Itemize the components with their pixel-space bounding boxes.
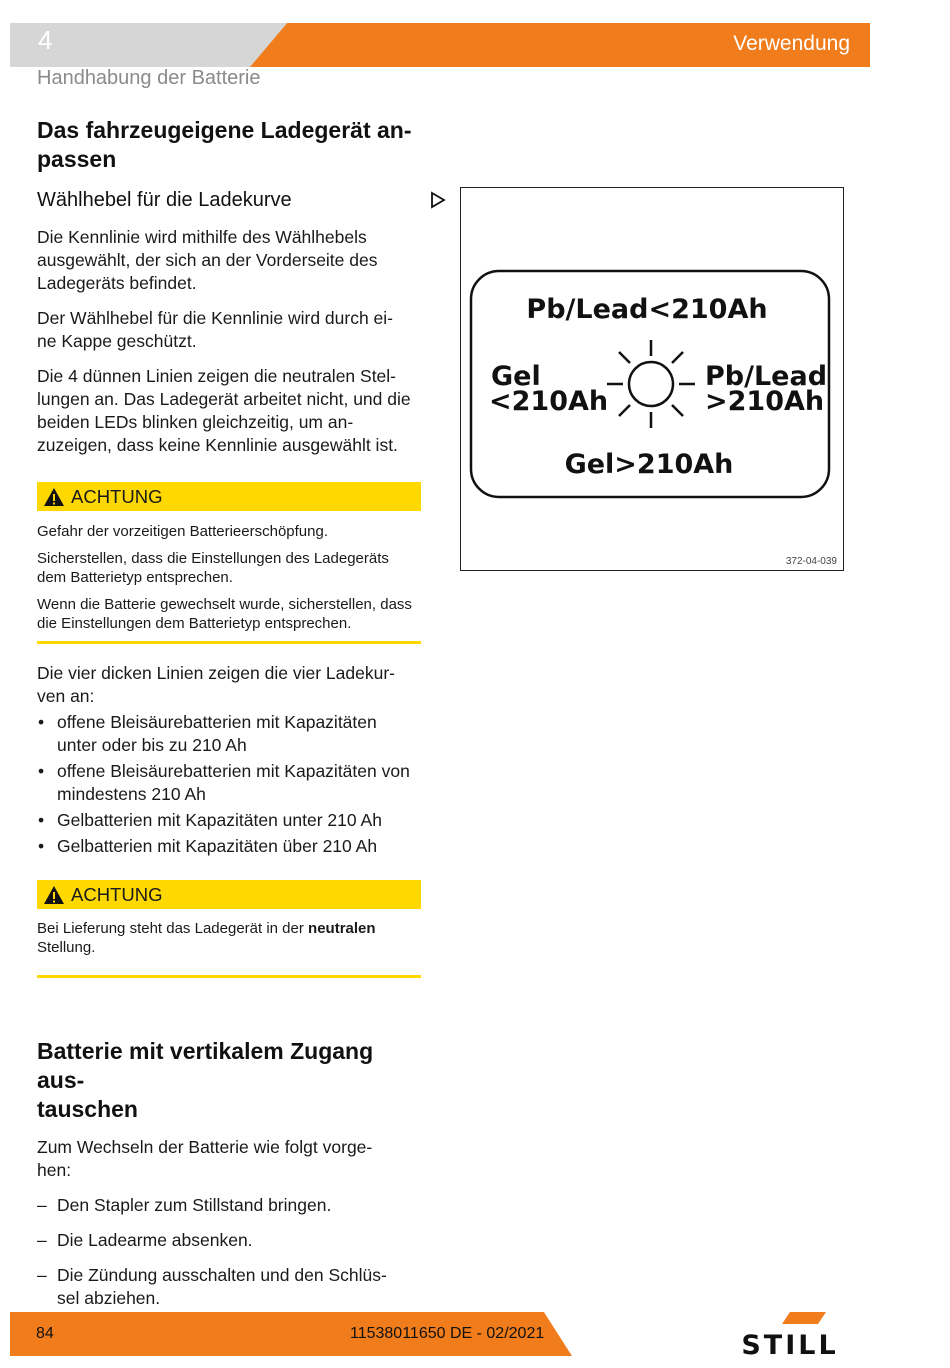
warning-text-3: Wenn die Batterie gewechselt wurde, sicherstellen, dass die Einstellungen dem Batterietyp entsprechen. [37,596,412,632]
figure-marker-icon [430,191,446,209]
warning-text [37,919,421,957]
figure-reference: 372-04-039 [785,556,837,567]
logo-text: STILL [741,1330,839,1358]
warning-text-bold: neutralen [308,920,376,937]
section-title: Verwendung [733,32,850,55]
chapter-number: 4 [38,25,53,55]
steps-intro: Zum Wechseln der Batterie wie folgt vorge- hen: [37,1137,373,1180]
content-block-1 [37,116,421,457]
paragraph-1: Die Kennlinie wird mithilfe des Wählhebels ausgewählt, der sich an der Vorderseite des Ladegeräts befindet. [37,227,378,293]
paragraph-3: Die 4 dünnen Linien zeigen die neutralen Stel- lungen an. Das Ladegerät arbeitet nicht, und die beiden LEDs blinken gleichzeitig, um an- zuzeigen, dass keine Kennlinie ausgewählt ist. [37,366,411,455]
steps-list [37,1194,421,1310]
curves-intro: Die vier dicken Linien zeigen die vier Ladekur- ven an: [37,663,395,706]
list-item: • Gelbatterien mit Kapazitäten über 210 Ah [37,835,421,858]
subheading-selector-lever: Wählhebel für die Ladekurve [37,189,292,211]
warning-divider [37,975,421,978]
warning-box-2 [37,880,421,978]
warning-title: ACHTUNG [71,883,163,905]
document-id: 11538011650 DE - 02/2021 [350,1325,545,1342]
label-pb-lead-over-line1: Pb/Lead [705,361,828,392]
section-heading-charger: Das fahrzeugeigene Ladegerät an- passen [37,117,412,172]
warning-bar [37,482,421,511]
selector-sun-icon [607,340,695,428]
warning-text-2: Sicherstellen, dass die Einstellungen des Ladegeräts dem Batterietyp entsprechen. [37,550,389,586]
selector-diagram [461,188,842,569]
label-gel-under-line1: Gel [491,361,541,392]
label-pb-lead-over-line2: >210Ah [705,386,825,417]
warning-triangle-icon [43,885,65,905]
list-item: – Die Ladearme absenken. [37,1229,421,1252]
list-item: • offene Bleisäurebatterien mit Kapazitäten unter oder bis zu 210 Ah [37,711,421,757]
curves-list [37,711,421,858]
content-block-curves [37,662,421,858]
label-gel-over: Gel>210Ah [564,449,734,480]
label-pb-lead-under: Pb/Lead<210Ah [526,294,768,325]
list-item: – Die Zündung ausschalten und den Schlüs- sel abziehen. [37,1264,421,1310]
page-header [10,23,870,67]
content-block-battery-swap [37,1037,421,1310]
label-gel-under-line2: <210Ah [489,386,609,417]
list-item: – Den Stapler zum Stillstand bringen. [37,1194,421,1217]
section-heading-battery-swap: Batterie mit vertikalem Zugang aus- tauschen [37,1038,374,1122]
list-item: • Gelbatterien mit Kapazitäten unter 210 Ah [37,809,421,832]
page-number: 84 [36,1325,54,1342]
warning-box-1 [37,482,421,644]
chapter-subtitle: Handhabung der Batterie [37,67,261,89]
paragraph-2: Der Wählhebel für die Kennlinie wird durch ei- ne Kappe geschützt. [37,308,394,351]
warning-divider [37,641,421,644]
still-logo [710,1312,870,1358]
list-item: • offene Bleisäurebatterien mit Kapazitäten von mindestens 210 Ah [37,760,421,806]
warning-text-after: Stellung. [37,939,96,956]
warning-bar [37,880,421,909]
charger-selector-figure [460,187,844,571]
warning-title: ACHTUNG [71,485,163,507]
warning-triangle-icon [43,487,65,507]
warning-text-before: Bei Lieferung steht das Ladegerät in der [37,920,309,937]
warning-text-1: Gefahr der vorzeitigen Batterieerschöpfung. [37,523,328,540]
